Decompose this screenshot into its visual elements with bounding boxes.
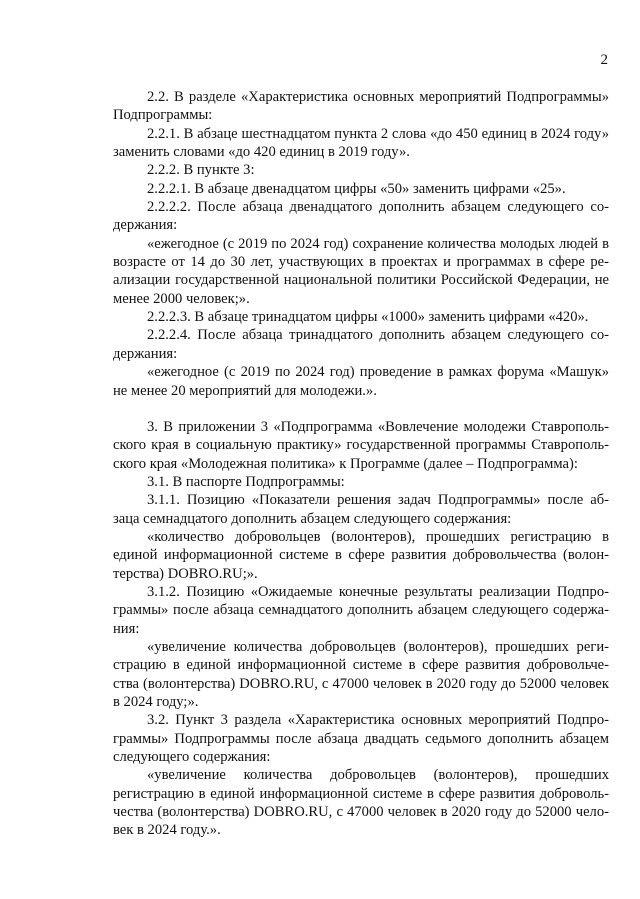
paragraph-2-2-1: 2.2.1. В абзаце шестнадцатом пункта 2 слова «до 450 единиц в 2024 году» заменить словами «до 420 единиц в 2019 году». [113, 125, 609, 161]
paragraph-3-1: 3.1. В паспорте Подпрограммы: [147, 473, 345, 490]
section-gap [113, 400, 609, 418]
paragraph-3-1-2: 3.1.2. Позицию «Ожидаемые конечные результаты реализации Подпро-граммы» после абзаца семнадцатого дополнить абзацем следующего содержа-ния: [113, 583, 609, 637]
page-number: 2 [600, 52, 608, 68]
paragraph-quote-volunteers-count: «количество добровольцев (волонтеров), прошедших регистрацию в единой информационной системе в сфере развития добровольчества (волон-терства) DOBRO.RU;». [113, 528, 609, 582]
paragraph-2-2-2-4: 2.2.2.4. После абзаца тринадцатого дополнить абзацем следующего со-держания: [113, 327, 609, 362]
paragraph-2-2: 2.2. В разделе «Характеристика основных мероприятий Подпрограммы» Подпрограммы: [113, 89, 609, 124]
document-body [113, 88, 609, 840]
paragraph-2-2-2-2: 2.2.2.2. После абзаца двенадцатого дополнить абзацем следующего со-держания: [113, 199, 609, 234]
paragraph-2-2-2-3: 2.2.2.3. В абзаце тринадцатом цифры «1000» заменить цифрами «420». [147, 309, 589, 326]
paragraph-2-2-2-1: 2.2.2.1. В абзаце двенадцатом цифры «50» заменить цифрами «25». [147, 180, 566, 197]
paragraph-quote-volunteers-increase-final: «увеличение количества добровольцев (волонтеров), прошедших регистрацию в единой информационной системе в сфере развития доброволь-чества (волонтерства) DOBRO.RU, с 47000 человек в 2020 году до 52000 чело-век в 2024 году.». [113, 767, 609, 839]
paragraph-3-2: 3.2. Пункт 3 раздела «Характеристика основных мероприятий Подпро-граммы» Подпрограммы после абзаца двадцать седьмого дополнить абзацем следующего содержания: [113, 712, 609, 766]
paragraph-quote-youth: «ежегодное (с 2019 по 2024 год) сохранение количества молодых людей в возрасте от 14 до 30 лет, участвующих в проектах и программах в сфере ре-ализации государственной национальной политики Российской Федерации, не менее 2000 человек;». [113, 235, 609, 307]
paragraph-quote-volunteers-increase: «увеличение количества добровольцев (волонтеров), прошедших реги-страцию в единой информационной системе в сфере развития добровольче-ства (волонтерства) DOBRO.RU, с 47000 человек в 2020 году до 52000 человек в 2024 году;». [113, 638, 609, 710]
paragraph-2-2-2: 2.2.2. В пункте 3: [147, 162, 255, 179]
paragraph-3: 3. В приложении 3 «Подпрограмма «Вовлечение молодежи Ставрополь-ского края в социальную практику» государственной программы Ставрополь-ского края «Молодежная политика» к Программе (далее – Подпрограмма): [113, 418, 609, 472]
paragraph-quote-mashuk: «ежегодное (с 2019 по 2024 год) проведение в рамках форума «Машук» не менее 20 мероприятий для молодежи.». [113, 364, 609, 399]
paragraph-3-1-1: 3.1.1. Позицию «Показатели решения задач Подпрограммы» после аб-заца семнадцатого дополнить абзацем следующего содержания: [113, 492, 609, 527]
